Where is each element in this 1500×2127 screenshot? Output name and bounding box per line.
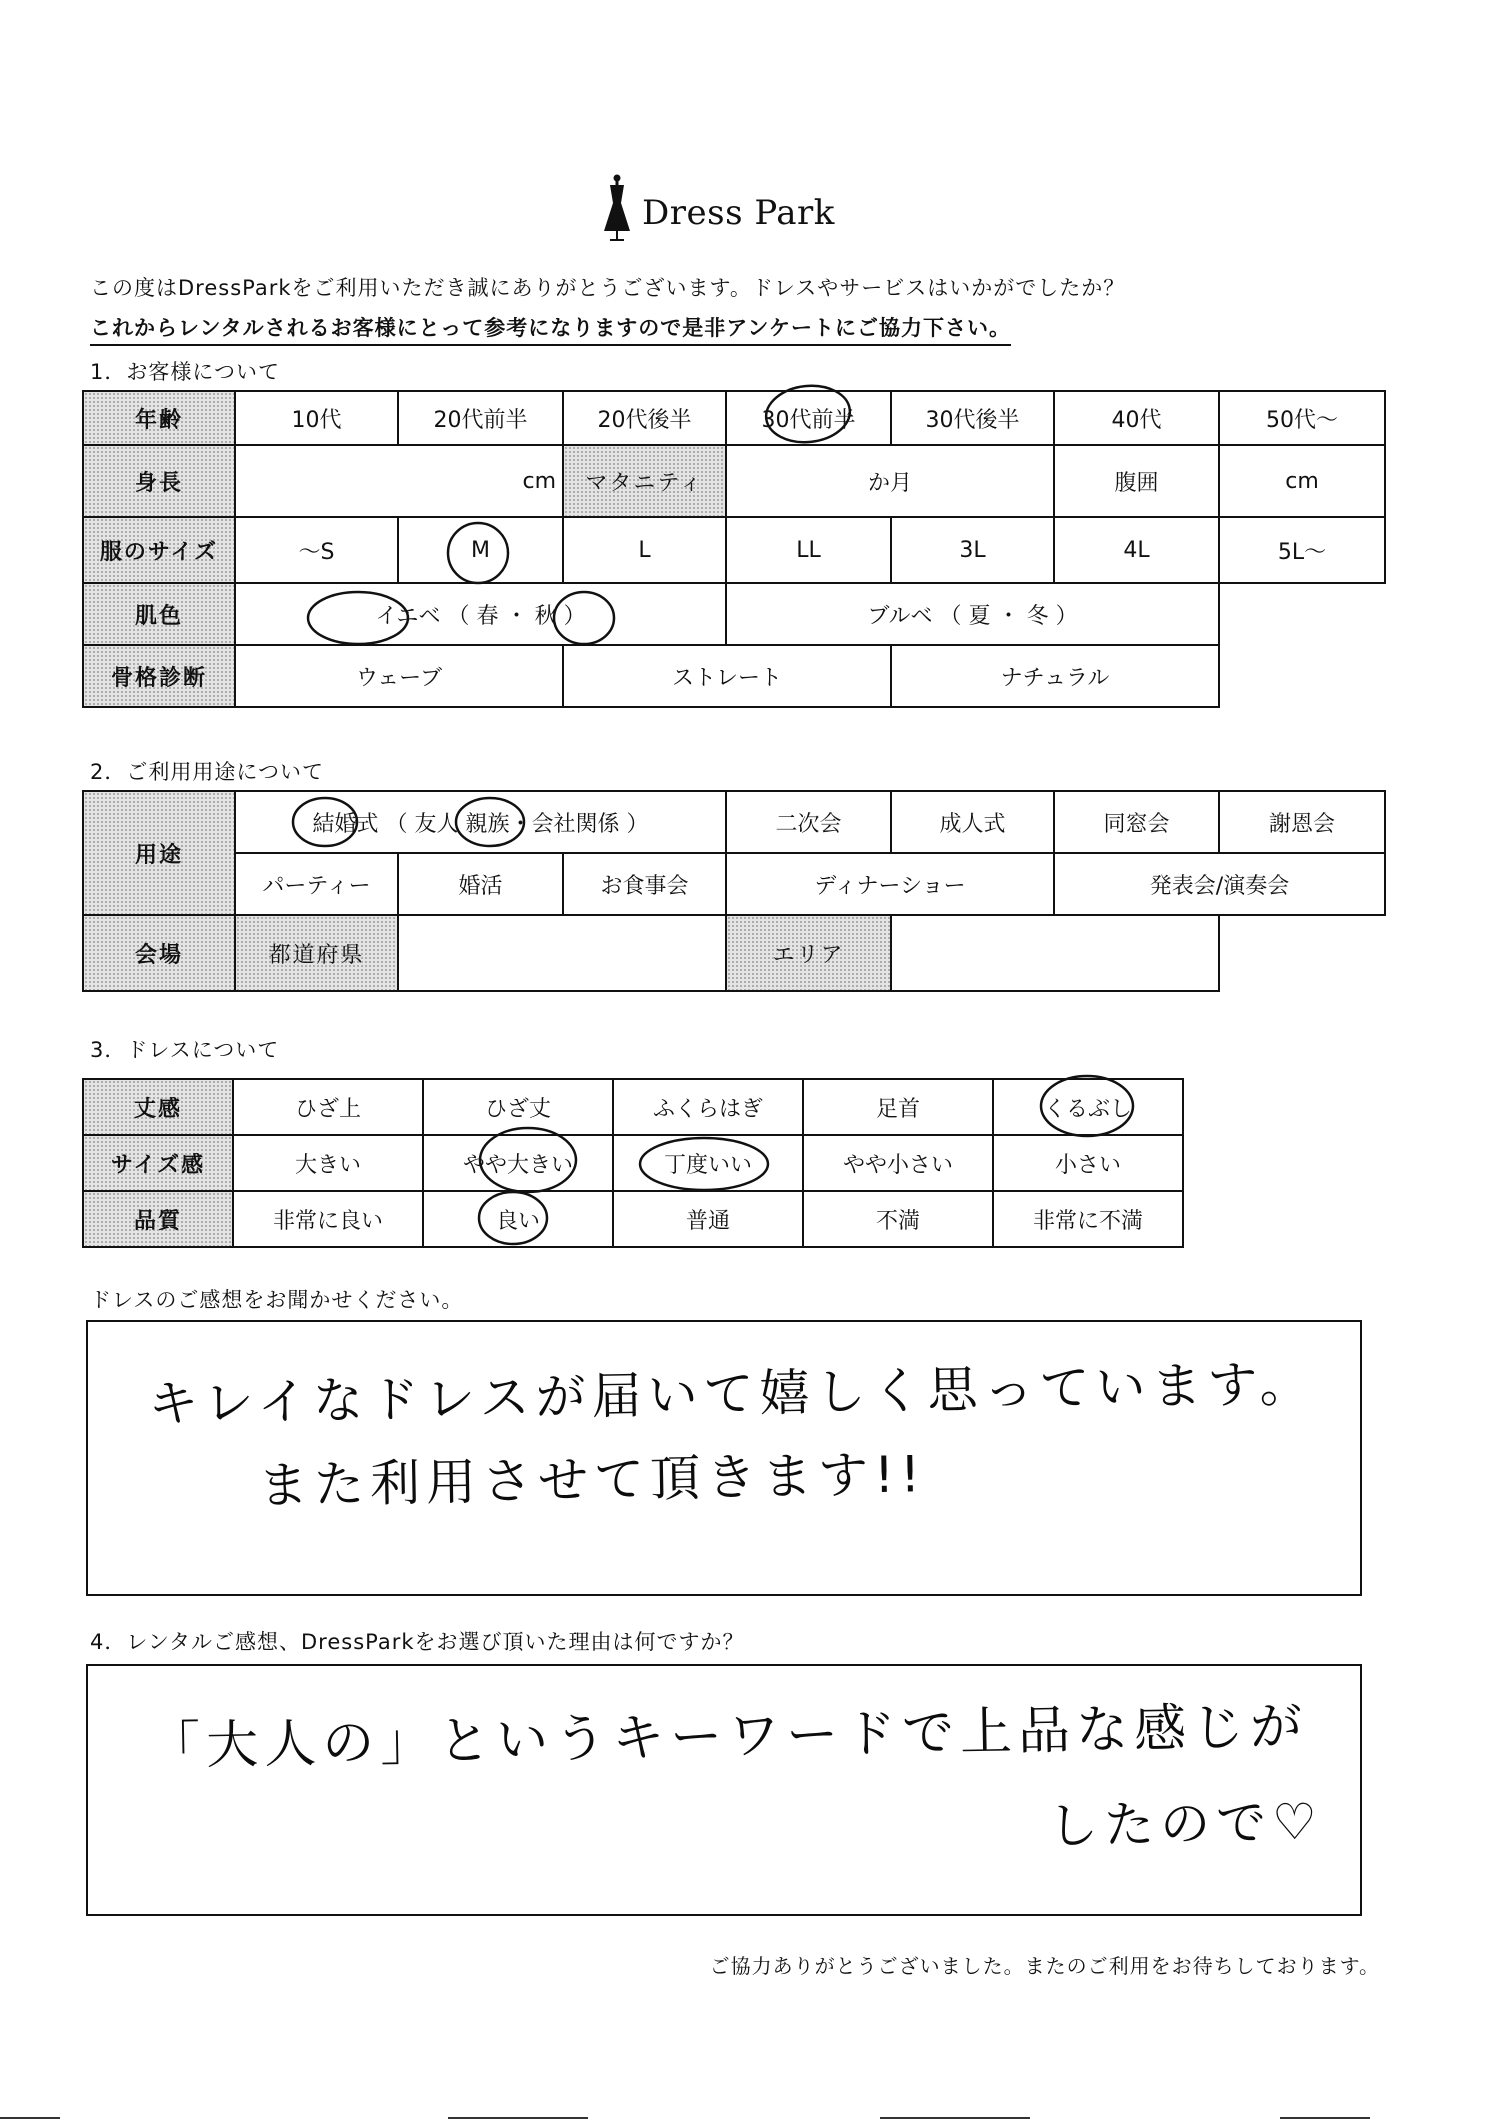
age-option[interactable]: 10代 — [235, 391, 398, 445]
thank-you-footer: ご協力ありがとうございました。またのご利用をお待ちしております。 — [709, 1954, 1380, 1978]
purpose-option[interactable]: 二次会 — [726, 791, 891, 853]
section4-title: 4．レンタルご感想、DressParkをお選び頂いた理由は何ですか？ — [90, 1630, 745, 1654]
quality-option[interactable]: 不満 — [803, 1191, 993, 1247]
size-option[interactable]: LL — [726, 517, 891, 583]
age-option-selected[interactable]: 30代前半 — [726, 391, 891, 445]
winter-option[interactable]: 冬 — [1026, 603, 1049, 629]
frame-option[interactable]: ストレート — [563, 645, 891, 707]
autumn-option[interactable]: 秋 — [534, 603, 557, 629]
size-option[interactable]: 〜S — [235, 517, 398, 583]
wedding-label: 結婚式 — [312, 811, 379, 837]
fit-option[interactable]: 大きい — [233, 1135, 423, 1191]
impressions-handwritten-line2: また利用させて頂きます!! — [257, 1445, 927, 1515]
purpose-option[interactable]: お食事会 — [563, 853, 726, 915]
length-option[interactable]: ふくらはぎ — [613, 1079, 803, 1135]
separator: ・ — [509, 811, 532, 837]
circle-mark-relative — [456, 798, 524, 846]
circle-mark-fit-just — [640, 1138, 768, 1190]
waist-unit: cm — [1285, 468, 1319, 494]
length-option[interactable]: ひざ上 — [233, 1079, 423, 1135]
purpose-option[interactable]: 謝恩会 — [1219, 791, 1385, 853]
maternity-label: マタニティ — [563, 445, 726, 517]
impressions-prompt: ドレスのご感想をお聞かせください。 — [90, 1288, 464, 1312]
length-option[interactable]: 足首 — [803, 1079, 993, 1135]
fit-option-selected[interactable]: 丁度いい — [613, 1135, 803, 1191]
spring-option[interactable]: 春 — [476, 603, 499, 629]
quality-option[interactable]: 非常に不満 — [993, 1191, 1183, 1247]
section1-title: 1．お客様について — [90, 360, 280, 384]
frame-label: 骨格診断 — [83, 645, 235, 707]
circle-mark-wedding — [293, 798, 357, 846]
age-label: 年齢 — [83, 391, 235, 445]
purpose-option[interactable]: 婚活 — [398, 853, 563, 915]
section3-title: 3．ドレスについて — [90, 1038, 280, 1062]
fit-option[interactable]: 小さい — [993, 1135, 1183, 1191]
reason-handwritten-line1: 「大人の」というキーワードで上品な感じが — [147, 1696, 1309, 1778]
frame-option[interactable]: ナチュラル — [891, 645, 1219, 707]
relative-option[interactable]: 親族 — [465, 811, 510, 837]
brand-name: Dress Park — [642, 193, 835, 233]
size-option[interactable]: 5L〜 — [1219, 517, 1385, 583]
size-label: 服のサイズ — [83, 517, 235, 583]
scan-artifact — [0, 2117, 60, 2119]
intro-text: この度はDressParkをご利用いただき誠にありがとうございます。ドレスやサービスはいかがでしたか？ — [90, 276, 1126, 300]
age-option[interactable]: 50代〜 — [1219, 391, 1385, 445]
circle-mark-fit-slight — [480, 1128, 576, 1192]
age-option[interactable]: 30代後半 — [891, 391, 1054, 445]
frame-option[interactable]: ウェーブ — [235, 645, 563, 707]
scan-artifact — [448, 2117, 588, 2119]
separator: ・ — [505, 603, 528, 629]
circle-mark-age — [763, 382, 852, 446]
reason-handwritten-line2: したので♡ — [1047, 1792, 1324, 1856]
circle-mark-yellow-base — [308, 592, 408, 644]
age-option[interactable]: 20代前半 — [398, 391, 563, 445]
purpose-option[interactable]: 成人式 — [891, 791, 1054, 853]
size-option[interactable]: 4L — [1054, 517, 1219, 583]
purpose-option[interactable]: パーティー — [235, 853, 398, 915]
area-label: エリア — [726, 915, 891, 991]
size-option-selected[interactable]: M — [398, 517, 563, 583]
size-option[interactable]: 3L — [891, 517, 1054, 583]
waist-label: 腹囲 — [1054, 445, 1219, 517]
intro-request: これからレンタルされるお客様にとって参考になりますので是非アンケートにご協力下さい。 — [90, 312, 1011, 346]
yellow-base-label: イエベ — [375, 603, 441, 629]
quality-option[interactable]: 非常に良い — [233, 1191, 423, 1247]
circle-mark-length — [1041, 1076, 1133, 1136]
purpose-option[interactable]: 同窓会 — [1054, 791, 1219, 853]
purpose-label: 用途 — [83, 791, 235, 915]
fit-label: サイズ感 — [83, 1135, 233, 1191]
size-option[interactable]: L — [563, 517, 726, 583]
quality-label: 品質 — [83, 1191, 233, 1247]
age-option[interactable]: 40代 — [1054, 391, 1219, 445]
impressions-handwritten-line1: キレイなドレスが届いて嬉しく思っています。 — [147, 1354, 1316, 1434]
months-unit: か月 — [867, 470, 912, 496]
scan-artifact — [880, 2117, 1030, 2119]
paren: ） — [626, 811, 649, 837]
friend-option[interactable]: 友人 — [414, 811, 459, 837]
purpose-option[interactable]: ディナーショー — [726, 853, 1054, 915]
prefecture-label: 都道府県 — [235, 915, 398, 991]
paren: （ — [385, 811, 408, 837]
length-option-selected[interactable]: くるぶし — [993, 1079, 1183, 1135]
skin-label: 肌色 — [83, 583, 235, 645]
circle-mark-quality — [479, 1192, 547, 1244]
age-option[interactable]: 20代後半 — [563, 391, 726, 445]
venue-label: 会場 — [83, 915, 235, 991]
fit-option[interactable]: やや小さい — [803, 1135, 993, 1191]
fit-option-selected[interactable]: やや大きい — [423, 1135, 613, 1191]
circle-mark-size — [448, 523, 508, 583]
blue-base-label: ブルベ — [867, 603, 933, 629]
paren: ） — [1055, 603, 1078, 629]
length-option[interactable]: ひざ丈 — [423, 1079, 613, 1135]
paren: ） — [563, 603, 586, 629]
company-option[interactable]: 会社関係 — [531, 811, 620, 837]
circle-mark-autumn — [554, 592, 614, 644]
height-label: 身長 — [83, 445, 235, 517]
height-unit: cm — [522, 468, 556, 494]
purpose-option[interactable]: 発表会/演奏会 — [1054, 853, 1385, 915]
length-label: 丈感 — [83, 1079, 233, 1135]
paren: （ — [447, 603, 470, 629]
summer-option[interactable]: 夏 — [968, 603, 991, 629]
separator: ・ — [997, 603, 1020, 629]
quality-option[interactable]: 普通 — [613, 1191, 803, 1247]
section2-title: 2．ご利用用途について — [90, 760, 324, 784]
scan-artifact — [1280, 2117, 1370, 2119]
quality-option-selected[interactable]: 良い — [423, 1191, 613, 1247]
paren: （ — [939, 603, 962, 629]
